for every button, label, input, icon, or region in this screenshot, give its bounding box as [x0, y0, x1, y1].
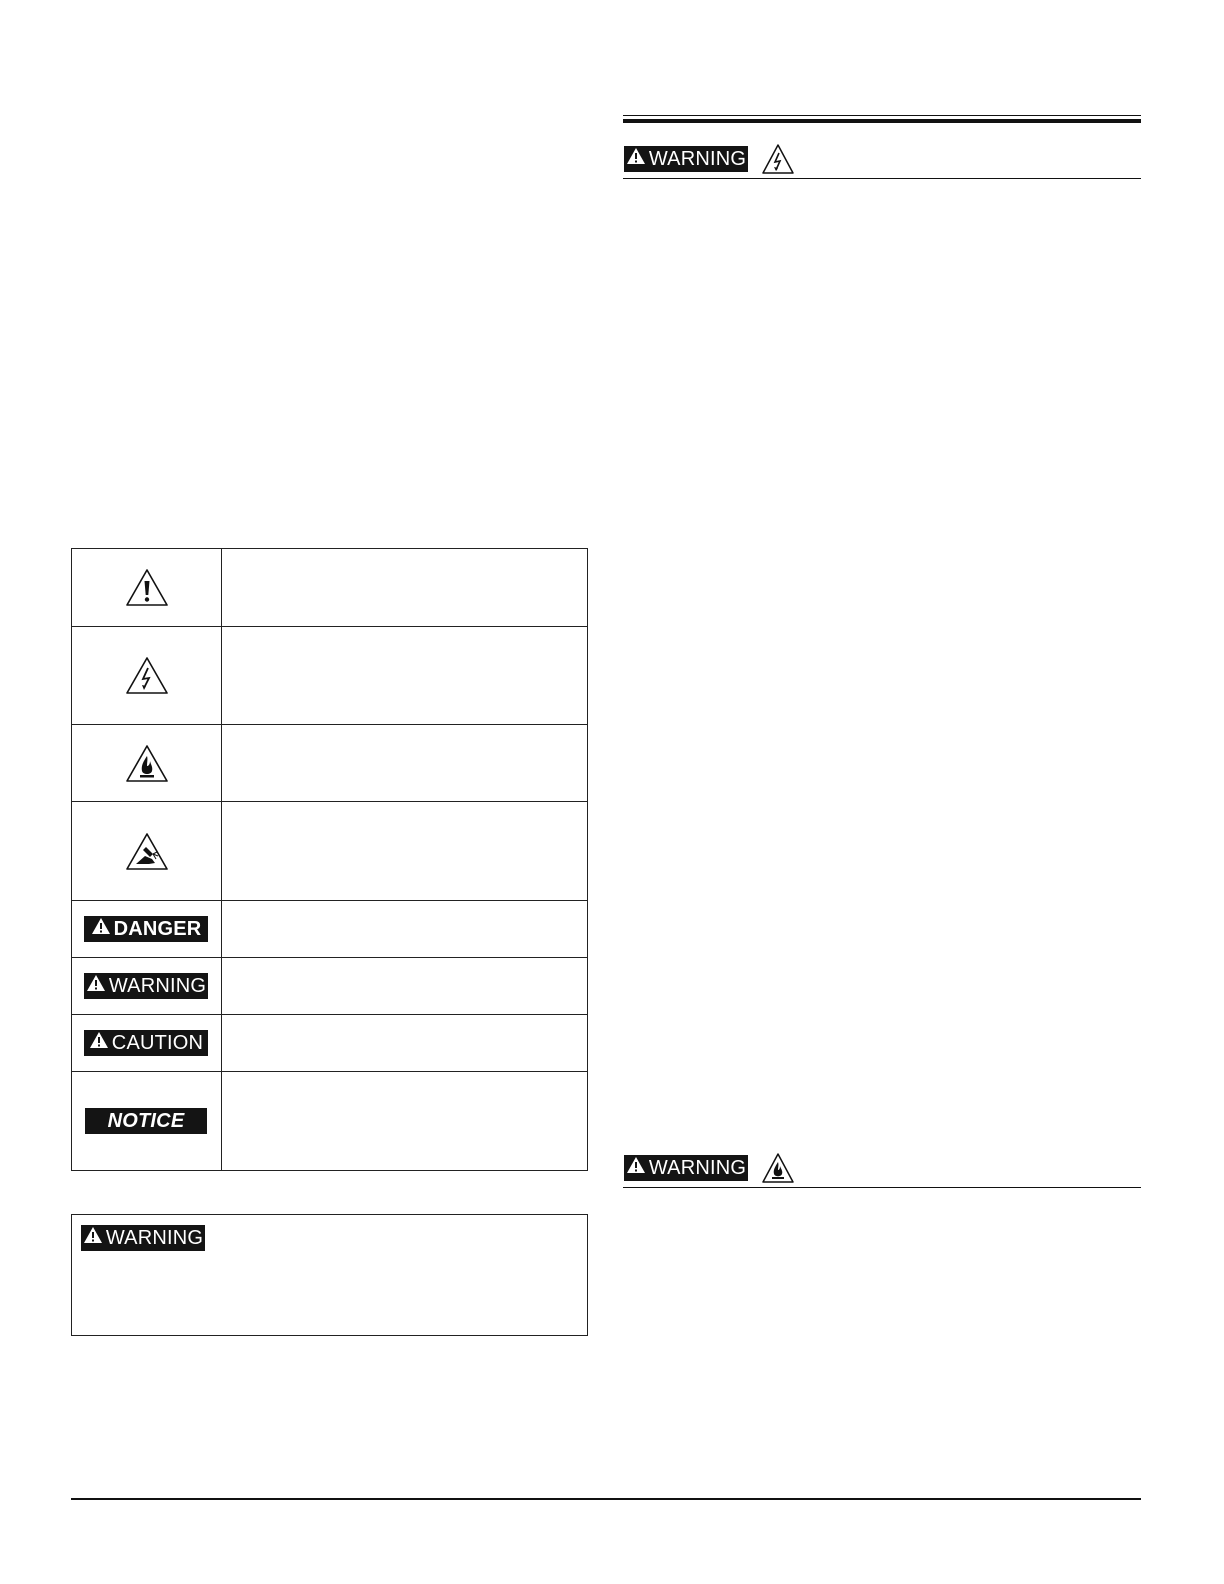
- electrical-hazard-icon: [761, 143, 795, 180]
- alert-triangle-icon: [626, 147, 646, 171]
- caution-label: [84, 1030, 208, 1056]
- electrical-hazard-icon: [72, 627, 221, 725]
- alert-triangle-icon: [83, 1226, 103, 1250]
- table-row: [72, 626, 587, 725]
- fire-hazard-icon: [72, 725, 221, 802]
- alert-triangle-icon: [86, 974, 106, 998]
- footer-rule: [71, 1498, 1141, 1500]
- warning-word: WARNING: [648, 1156, 747, 1179]
- high-pressure-injection-icon: [72, 802, 221, 901]
- safety-alert-icon: [72, 549, 221, 627]
- warning-word: WARNING: [108, 974, 207, 997]
- header-rule-thin: [623, 115, 1141, 116]
- electrical-warning-underline: [623, 178, 1141, 179]
- alert-triangle-icon: [91, 917, 111, 941]
- safety-symbols-table: [71, 548, 588, 1171]
- alert-triangle-icon: [626, 1156, 646, 1180]
- fire-warning-label: [624, 1155, 748, 1181]
- fire-warning-underline: [623, 1187, 1141, 1188]
- electrical-warning-label: [624, 146, 748, 172]
- fire-hazard-icon: [761, 1152, 795, 1189]
- danger-label: [84, 916, 208, 942]
- alert-triangle-icon: [89, 1031, 109, 1055]
- table-row: [72, 801, 587, 901]
- table-row: [72, 724, 587, 802]
- warning-label: [84, 973, 208, 999]
- danger-word: DANGER: [113, 917, 202, 940]
- warning-word: WARNING: [105, 1226, 204, 1249]
- caution-word: CAUTION: [111, 1031, 204, 1054]
- table-row: [72, 549, 587, 627]
- notice-word: NOTICE: [107, 1109, 185, 1132]
- notice-label: [85, 1108, 207, 1134]
- warning-box-label: [81, 1225, 205, 1251]
- header-rule-thick: [623, 119, 1141, 123]
- warning-word: WARNING: [648, 147, 747, 170]
